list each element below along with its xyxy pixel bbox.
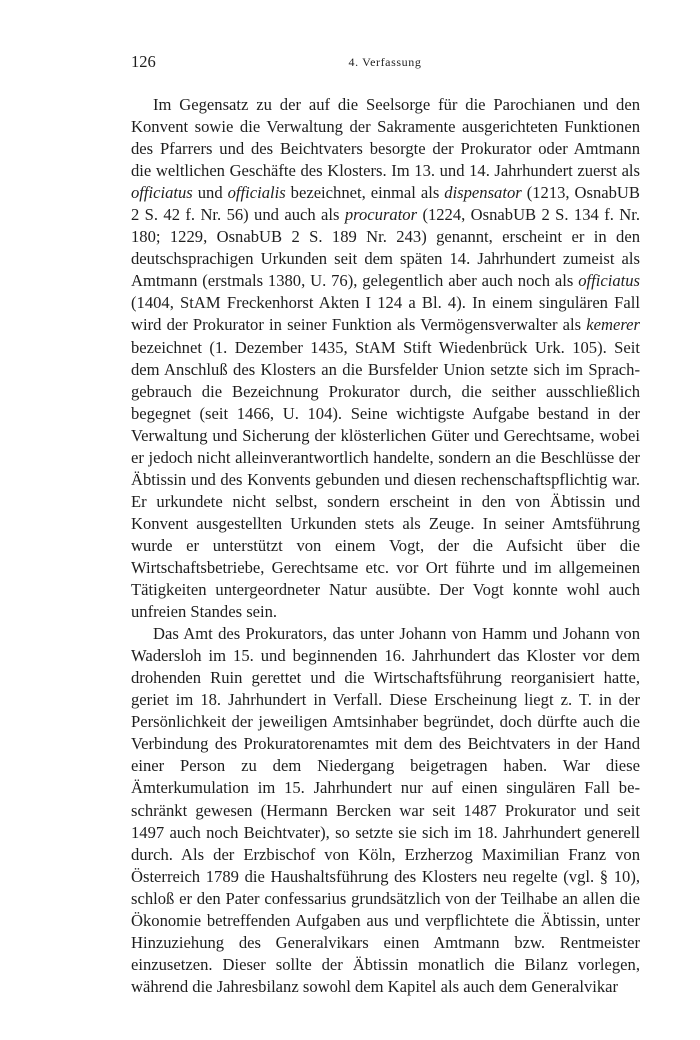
paragraph — [131, 94, 640, 623]
text-run: bezeichnet, einmal als — [285, 183, 445, 203]
body-text — [131, 94, 640, 998]
paragraph — [131, 623, 640, 998]
italic-term: procurator — [344, 205, 418, 225]
italic-term: officiatus — [131, 183, 193, 203]
text-run: Das Amt des Prokurators, das unter Johann von Hamm und Johann von Wadersloh im 15. und beginnenden 16. Jahrhundert das Kloster vor dem drohenden Ruin gerettet und die Wirtschaftsführung reorganisiert hatte, geriet im 18. Jahrhundert in Verfall. Diese Erscheinung liegt z. T. in der Persönlichkeit der jeweiligen Amtsinhaber begründet, doch dürfte auch die Verbindung des Prokuratorenamtes mit dem des Beichtvaters in der Hand einer Person zu dem Niedergang beigetragen haben. War diese Ämterkumulation im 15. Jahrhundert nur auf einen singulären Fall beschränkt gewesen (Hermann Bercken war seit 1487 Prokurator und seit 1497 auch noch Beichtvater), so setzte sie sich im 18. Jahrhundert generell durch. Als der Erzbischof von Köln, Erzherzog Maximilian Franz von Österreich 1789 die Haushaltsführung des Klosters neu regelte (vgl. § 10), schloß er den Pater confessarius grundsätzlich von der Teilhabe an allen die Ökonomie betreffenden Aufgaben aus und verpflichtete die Äbtissin, unter Hinzuziehung des Generalvikars einen Amtmann bzw. Rentmeister einzusetzen. Dieser sollte der Äbtissin monatlich die Bilanz vorlegen, während die Jahresbilanz sowohl dem Kapitel als auch dem Generalvikar — [131, 624, 640, 996]
page-number: 126 — [131, 52, 156, 71]
italic-term: officiatus — [578, 271, 640, 291]
running-head: 4. Verfassung — [348, 55, 422, 69]
italic-term: kemerer — [586, 315, 640, 335]
text-run: und — [192, 183, 228, 203]
text-run: Im Gegensatz zu der auf die Seelsorge für die Parochianen und den Konvent sowie die Verwaltung der Sakramente ausgerichteten Funktionen des Pfarrers und des Beichtvaters besorgte der Prokurator oder Amtmann die weltlichen Geschäfte des Klosters. Im 13. und 14. Jahrhundert zuerst als — [131, 95, 640, 181]
text-run: (1404, StAM Freckenhorst Akten I 124 a Bl. 4). In einem singulären Fall wird der Prokurator in seiner Funktion als Vermögensverwalter als — [131, 293, 640, 335]
text-run: (1224, OsnabUB 2 S. 134 f. Nr. 180; 1229, OsnabUB 2 S. 189 Nr. 243) genannt, erscheint er in den deutschsprachigen Urkunden seit dem späten 14. Jahrhundert zumeist als Amtmann (erstmals 1380, U. 76), gelegentlich aber auch noch als — [131, 205, 640, 291]
text-run: bezeichnet (1. Dezember 1435, StAM Stift Wiedenbrück Urk. 105). Seit dem Anschluß des Klosters an die Bursfelder Union setzte sich im Sprachgebrauch die Bezeichnung Prokurator durch, die seither ausschließlich begegnet (seit 1466, U. 104). Seine wichtigste Aufgabe bestand in der Verwaltung und Sicherung der klösterlichen Güter und Gerechtsame, wobei er jedoch nicht alleinverantwortlich handelte, sondern an die Beschlüsse der Äbtissin und des Konvents gebunden und diesen rechenschaftspflichtig war. Er urkundete nicht selbst, sondern erscheint in den von Äbtissin und Konvent ausgestellten Urkunden stets als Zeuge. In seiner Amtsführung wurde er unterstützt von einem Vogt, der die Aufsicht über die Wirtschaftsbetriebe, Gerechtsame etc. vor Ort führte und im allgemeinen Tätigkeiten untergeordneter Natur ausübte. Der Vogt konnte wohl auch unfreien Standes sein. — [131, 337, 640, 622]
italic-term: officialis — [227, 183, 286, 203]
text-run: (1213, OsnabUB 2 S. 42 f. Nr. 56) und auch als — [131, 183, 640, 225]
page-header — [131, 52, 639, 74]
italic-term: dispensator — [444, 183, 522, 203]
